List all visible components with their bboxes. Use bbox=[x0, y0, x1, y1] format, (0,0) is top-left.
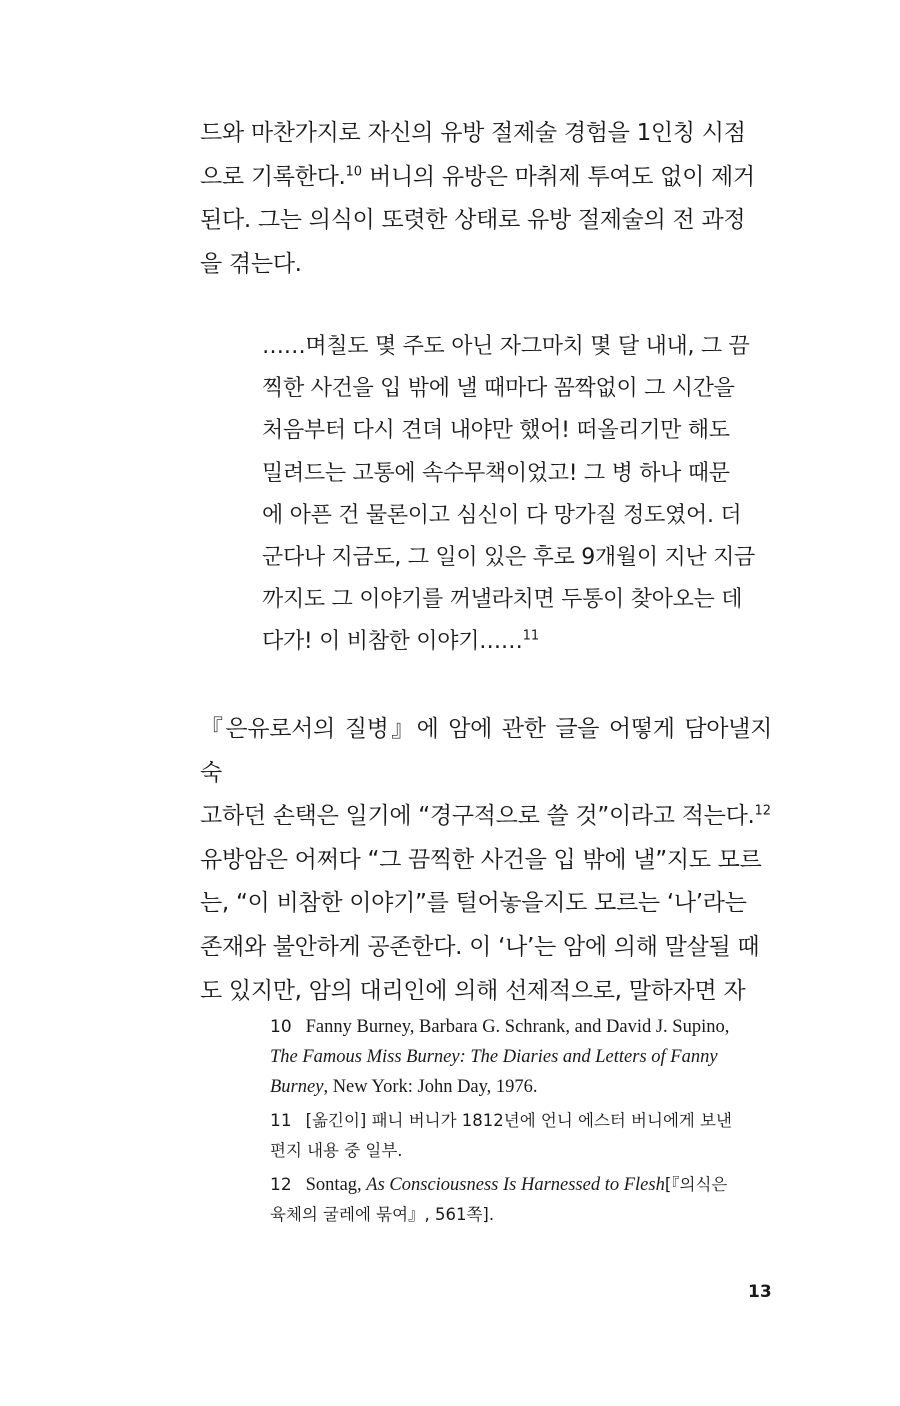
footnote-number: 10 bbox=[270, 1017, 292, 1037]
footnote-10 bbox=[270, 1012, 780, 1102]
block-quote-text: ……며칠도 몇 주도 아닌 자그마치 몇 달 내내, 그 끔 찍한 사건을 입 밖에 낼 때마다 꼼짝없이 그 시간을 처음부터 다시 견뎌 내야만 했어! 떠올리기만 해도 밀려드는 고통에 속수무책이었고! 그 병 하나 때문 에 아픈 건 물론이고 심신이 다 망가질 정도였어. 더 군다나 지금도, 그 일이 있은 후로 9개월이 지난 지금 까지도 그 이야기를 꺼낼라치면 두통이 찾아오는 데 다가! 이 비참한 이야기…… bbox=[262, 334, 755, 655]
paragraph-2-text-continued: 유방암은 어쩌다 “그 끔찍한 사건을 입 밖에 낼”지도 모르 는, “이 비참한 이야기”를 털어놓을지도 모르는 ‘나’라는 존재와 불안하게 공존한다. 이 ‘나’는 암에 의해 말살될 때 도 있지만, 암의 대리인에 의해 선제적으로, 말하자면 자 bbox=[200, 846, 762, 1004]
footnote-12 bbox=[270, 1170, 780, 1230]
page-number: 13 bbox=[748, 1282, 772, 1302]
footnote-ref-10[interactable]: 10 bbox=[345, 163, 363, 179]
footnote-11 bbox=[270, 1106, 780, 1166]
footnote-ref-12[interactable]: 12 bbox=[754, 803, 772, 819]
footnote-text-after: [『의식은 육체의 굴레에 묶여』, 561쪽]. bbox=[270, 1175, 728, 1224]
footnotes bbox=[270, 1012, 780, 1234]
paragraph-1-text-continued: 버니의 유방은 마취제 투여도 없이 제거 된다. 그는 의식이 또렷한 상태로 유방 절제술의 전 과정 을 겪는다. bbox=[200, 163, 755, 277]
footnote-book-title: The Famous Miss Burney: The Diaries and Letters of Fanny Burney bbox=[270, 1047, 718, 1097]
body-paragraph-1 bbox=[200, 112, 772, 286]
footnote-text: Sontag, bbox=[305, 1175, 367, 1195]
footnote-book-title: As Consciousness Is Harnessed to Flesh bbox=[366, 1175, 665, 1195]
footnote-number: 11 bbox=[270, 1111, 292, 1131]
paragraph-1-text: 드와 마찬가지로 자신의 유방 절제술 경험을 1인칭 시점 으로 기록한다. bbox=[200, 120, 746, 190]
footnote-text: Fanny Burney, Barbara G. Schrank, and David J. Supino, bbox=[305, 1017, 730, 1037]
footnote-ref-11[interactable]: 11 bbox=[522, 629, 540, 645]
footnote-text-after: , New York: John Day, 1976. bbox=[323, 1077, 538, 1097]
footnote-text: [옮긴이] 패니 버니가 1812년에 언니 에스터 버니에게 보낸 편지 내용 중 일부. bbox=[270, 1111, 732, 1160]
paragraph-2-text: 『은유로서의 질병』에 암에 관한 글을 어떻게 담아낼지 숙 고하던 손택은 일기에 “경구적으로 쓸 것”이라고 적는다. bbox=[200, 716, 772, 830]
block-quote bbox=[262, 326, 772, 664]
body-paragraph-2 bbox=[200, 708, 772, 1013]
footnote-number: 12 bbox=[270, 1175, 292, 1195]
